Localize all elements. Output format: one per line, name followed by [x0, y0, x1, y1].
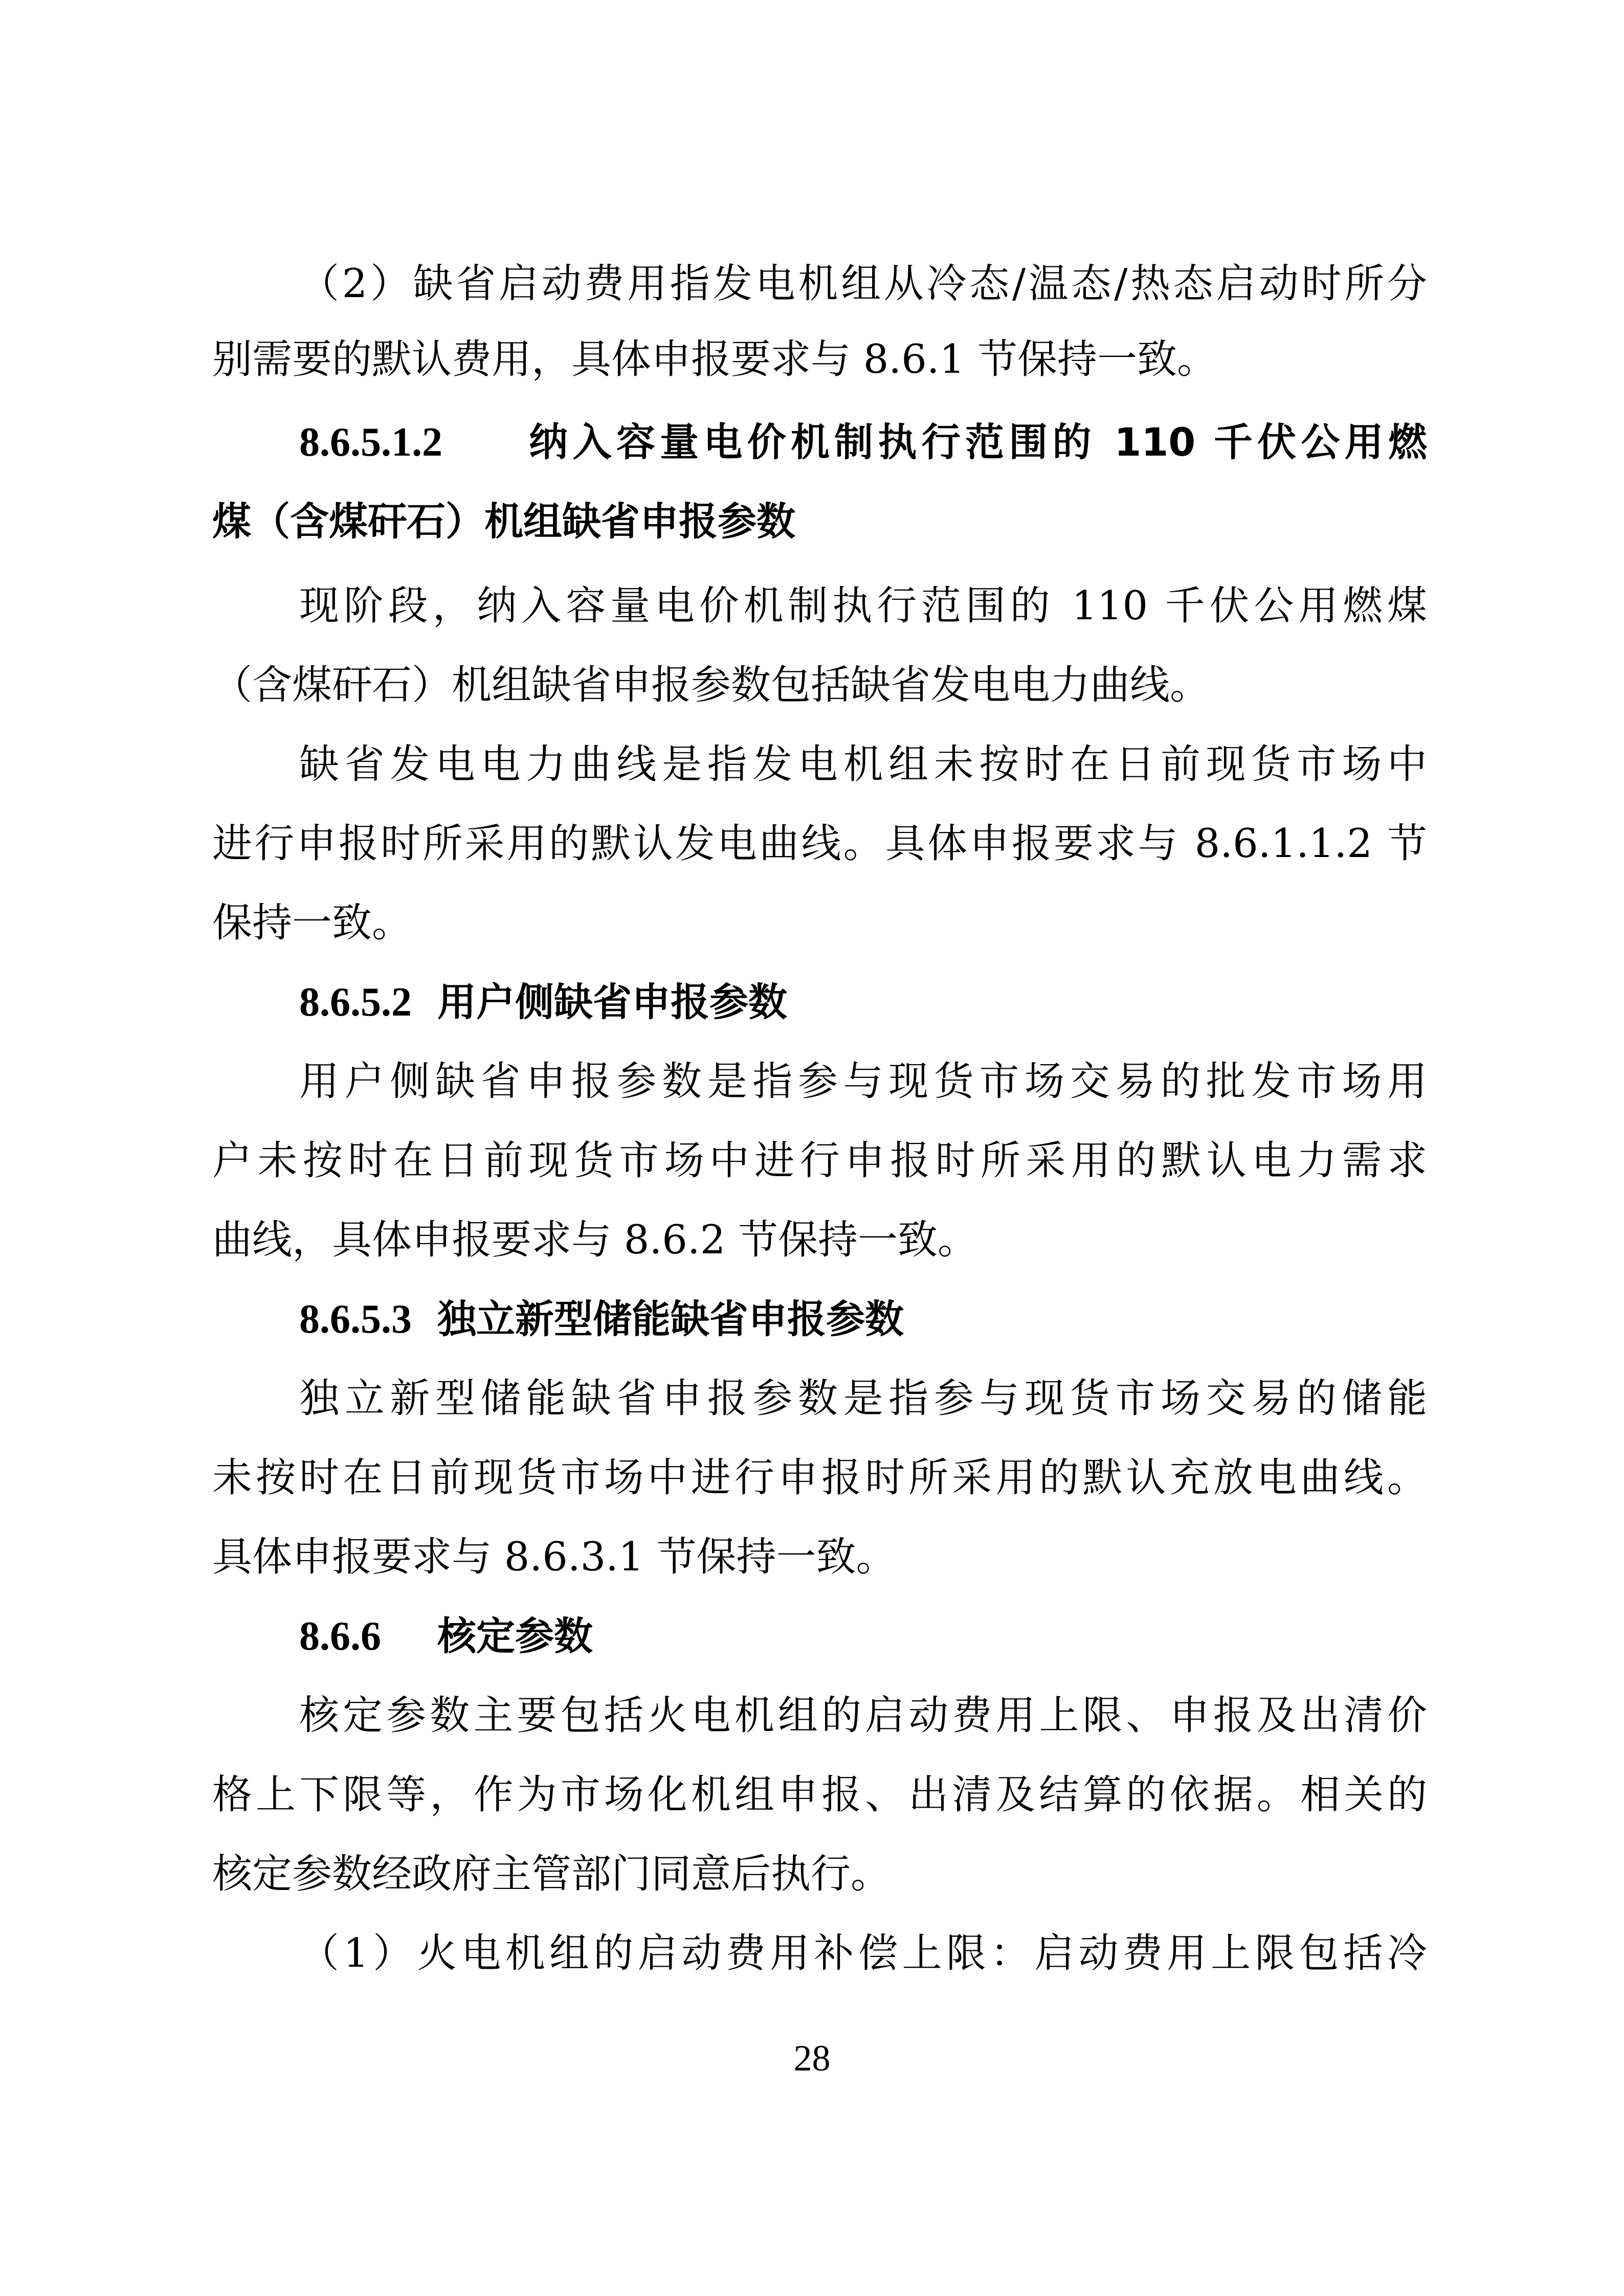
paragraph-line: 格上下限等，作为市场化机组申报、出清及结算的依据。相关的	[212, 1772, 1427, 1818]
section-number: 8.6.6	[299, 1614, 381, 1659]
section-number: 8.6.5.3	[299, 1297, 412, 1342]
paragraph-line: 别需要的默认费用，具体申报要求与 8.6.1 节保持一致。	[212, 336, 1217, 382]
section-heading-text: 独立新型储能缺省申报参数	[437, 1296, 904, 1342]
section-heading-8-6-6	[299, 1598, 1427, 1675]
section-heading-text: 纳入容量电价机制执行范围的 110 千伏公用燃	[524, 419, 1427, 465]
paragraph-line: 缺省发电电力曲线是指发电机组未按时在日前现货市场中	[299, 741, 1427, 787]
paragraph-line: 现阶段，纳入容量电价机制执行范围的 110 千伏公用燃煤	[299, 583, 1427, 629]
section-heading-continuation: 煤（含煤矸石）机组缺省申报参数	[212, 499, 795, 544]
section-heading-8-6-5-2	[299, 964, 1427, 1041]
section-heading-8-6-5-3	[299, 1281, 1427, 1358]
paragraph-line: 核定参数经政府主管部门同意后执行。	[212, 1851, 891, 1897]
paragraph-line: （含煤矸石）机组缺省申报参数包括缺省发电电力曲线。	[212, 662, 1210, 708]
paragraph-line: 核定参数主要包括火电机组的启动费用上限、申报及出清价	[299, 1693, 1427, 1739]
paragraph-line: 保持一致。	[212, 900, 412, 946]
section-heading-8-6-5-1-2	[299, 404, 1427, 481]
paragraph-line: （1）火电机组的启动费用补偿上限：启动费用上限包括冷	[299, 1930, 1427, 1976]
section-heading-text: 用户侧缺省申报参数	[437, 979, 787, 1025]
paragraph-line: 具体申报要求与 8.6.3.1 节保持一致。	[212, 1534, 896, 1580]
paragraph-line: 曲线，具体申报要求与 8.6.2 节保持一致。	[212, 1217, 978, 1263]
paragraph-line: 进行申报时所采用的默认发电曲线。具体申报要求与 8.6.1.1.2 节	[212, 821, 1427, 867]
paragraph-line: 独立新型储能缺省申报参数是指参与现货市场交易的储能	[299, 1376, 1427, 1422]
paragraph-line: 未按时在日前现货市场中进行申报时所采用的默认充放电曲线。	[212, 1455, 1427, 1501]
paragraph-line: （2）缺省启动费用指发电机组从冷态/温态/热态启动时所分	[299, 261, 1427, 307]
section-number: 8.6.5.1.2	[299, 420, 442, 465]
page-number: 28	[793, 2038, 831, 2079]
paragraph-line: 户未按时在日前现货市场中进行申报时所采用的默认电力需求	[212, 1138, 1427, 1184]
paragraph-line: 用户侧缺省申报参数是指参与现货市场交易的批发市场用	[299, 1059, 1427, 1105]
section-heading-text: 核定参数	[437, 1613, 593, 1659]
section-number: 8.6.5.2	[299, 980, 412, 1025]
